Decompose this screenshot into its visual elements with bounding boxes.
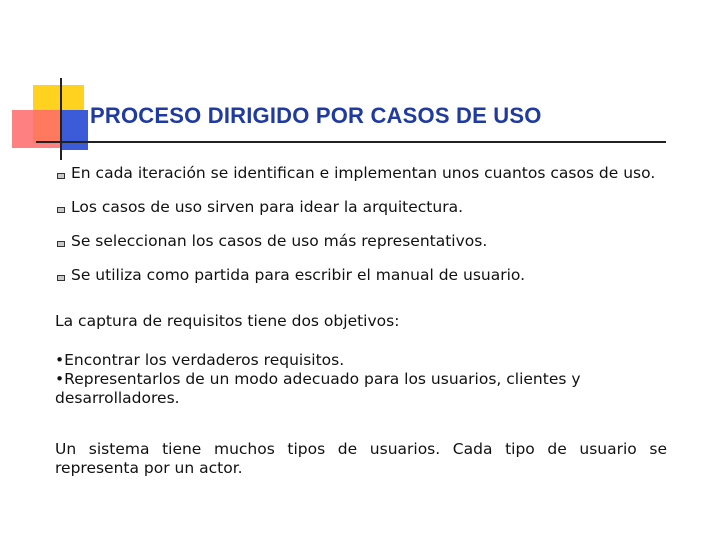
square-bullet-icon xyxy=(57,241,65,247)
decorative-vertical-line xyxy=(60,78,62,160)
title-underline xyxy=(36,141,666,143)
bullet-text: En cada iteración se identifican e implementan unos cuantos casos de uso. xyxy=(71,164,656,182)
list-item xyxy=(56,198,655,216)
actors-paragraph: Un sistema tiene muchos tipos de usuarios. Cada tipo de usuario se representa por un actor. xyxy=(55,440,667,477)
bullet-list xyxy=(56,164,655,300)
square-bullet-icon xyxy=(57,173,65,179)
square-bullet-icon xyxy=(57,275,65,281)
list-item xyxy=(56,164,655,182)
bullet-text: Los casos de uso sirven para idear la arquitectura. xyxy=(71,198,464,216)
list-item xyxy=(56,232,655,250)
list-item xyxy=(56,266,655,284)
objective-item: •Representarlos de un modo adecuado para los usuarios, clientes y desarrolladores. xyxy=(55,370,581,407)
square-bullet-icon xyxy=(57,207,65,213)
slide-title: PROCESO DIRIGIDO POR CASOS DE USO xyxy=(90,103,542,128)
bullet-text: Se utiliza como partida para escribir el manual de usuario. xyxy=(71,266,526,284)
bullet-text: Se seleccionan los casos de uso más representativos. xyxy=(71,232,488,250)
objective-item: •Encontrar los verdaderos requisitos. xyxy=(55,351,345,369)
requirements-intro: La captura de requisitos tiene dos objetivos: xyxy=(55,312,400,330)
objectives-list xyxy=(55,351,667,408)
decorative-blue-square xyxy=(60,110,88,150)
